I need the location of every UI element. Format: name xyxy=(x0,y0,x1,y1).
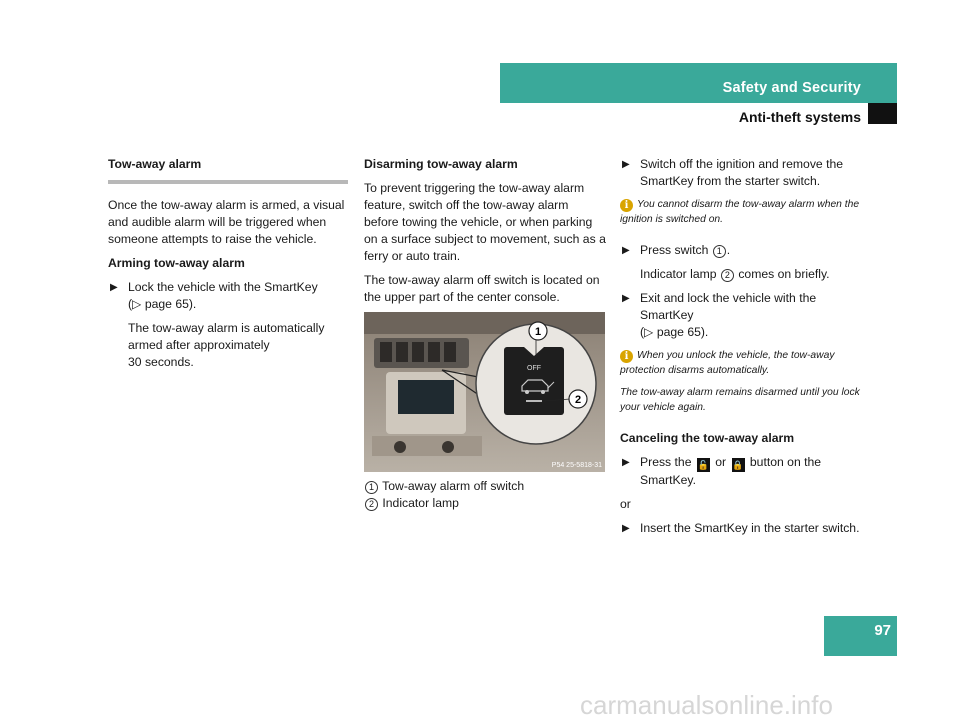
info-note-2 xyxy=(620,348,864,378)
heading-disarming: Disarming tow-away alarm xyxy=(364,157,518,171)
callout-2: 2 xyxy=(574,394,582,406)
caption-text-2: Indicator lamp xyxy=(382,496,459,510)
bullet-exit-lock xyxy=(620,290,864,341)
or-text: or xyxy=(620,497,631,511)
page-ref-link[interactable]: (▷ page 65). xyxy=(128,297,197,311)
bullet-text: Switch off the ignition and remove the SmartKey from the starter switch. xyxy=(640,157,844,188)
subsection-title: Anti-theft systems xyxy=(738,109,861,125)
column-1 xyxy=(108,156,348,378)
bullet-triangle-icon: ▶ xyxy=(622,523,630,534)
info-icon: i xyxy=(620,199,633,212)
result-line-2: 30 seconds. xyxy=(128,355,194,369)
result-text: Indicator lamp xyxy=(640,267,717,281)
bullet-text: Press the xyxy=(640,455,692,469)
caption-num-1: 1 xyxy=(365,481,378,494)
header-marker xyxy=(868,103,897,124)
switch-location: The tow-away alarm off switch is located on the upper part of the center console. xyxy=(364,273,600,304)
bullet-press-button xyxy=(620,454,864,489)
bullet-text: Exit and lock the vehicle with the SmartKey xyxy=(640,291,817,322)
result-text xyxy=(108,320,348,371)
bullet-text: Press switch xyxy=(640,243,709,257)
column-3 xyxy=(620,156,864,544)
result-text-end: comes on briefly. xyxy=(738,267,830,281)
page-number-box xyxy=(824,616,897,656)
bullet-triangle-icon: ▶ xyxy=(622,457,630,468)
bullet-ignition-off xyxy=(620,156,864,190)
bullet-triangle-icon: ▶ xyxy=(622,293,630,304)
bullet-text: Insert the SmartKey in the starter switch. xyxy=(640,521,860,535)
lock-key-icon: 🔒 xyxy=(732,460,744,470)
info-note-text: You cannot disarm the tow-away alarm when the ignition is switched on. xyxy=(620,199,860,225)
bullet-text-end: button on the SmartKey. xyxy=(640,455,822,487)
note-text-3: The tow-away alarm remains disarmed until you lock your vehicle again. xyxy=(620,387,860,413)
result-indicator xyxy=(620,266,864,283)
caption-text-1: Tow-away alarm off switch xyxy=(382,479,525,493)
heading-arming: Arming tow-away alarm xyxy=(108,256,245,270)
heading-tow-away-alarm: Tow-away alarm xyxy=(108,157,202,171)
bullet-triangle-icon: ▶ xyxy=(622,159,630,170)
disarm-intro: To prevent triggering the tow-away alarm feature, switch off the tow-away alarm before towing the vehicle, or when parking on a surface subject to movement, such as a ferry or auto train. xyxy=(364,181,606,263)
figure-caption xyxy=(364,478,524,512)
column-2 xyxy=(364,156,606,313)
caption-num-2: 2 xyxy=(365,498,378,511)
page-number: 97 xyxy=(874,622,891,639)
caption-item-1 xyxy=(364,478,524,495)
bullet-text-end: . xyxy=(726,243,731,257)
heading-rule xyxy=(108,180,348,184)
page-ref-link[interactable]: (▷ page 65). xyxy=(640,325,709,339)
section-title: Safety and Security xyxy=(722,80,861,96)
switch-off-label: OFF xyxy=(527,365,541,372)
bullet-or: or xyxy=(715,455,727,469)
caption-item-2 xyxy=(364,495,524,512)
bullet-triangle-icon: ▶ xyxy=(622,245,630,256)
heading-canceling: Canceling the tow-away alarm xyxy=(620,431,795,445)
ref-num-1: 1 xyxy=(713,245,726,258)
watermark: carmanualsonline.info xyxy=(580,690,833,720)
info-note-1 xyxy=(620,197,864,227)
center-console-photo xyxy=(364,312,605,472)
info-note-text: When you unlock the vehicle, the tow-away protection disarms automatically. xyxy=(620,350,835,376)
bullet-press-switch xyxy=(620,242,864,259)
result-line: The tow-away alarm is automatically armed after approximately xyxy=(128,321,325,352)
unlock-key-icon: 🔓 xyxy=(697,460,709,470)
callout-1: 1 xyxy=(534,326,542,338)
bullet-triangle-icon: ▶ xyxy=(110,282,118,293)
intro-text: Once the tow-away alarm is armed, a visual and audible alarm will be triggered when someone attempts to raise the vehicle. xyxy=(108,198,345,246)
bullet-lock-vehicle xyxy=(108,279,348,313)
figure-code: P54 25-5818-31 xyxy=(551,462,602,469)
ref-num-2: 2 xyxy=(721,269,734,282)
bullet-text: Lock the vehicle with the SmartKey xyxy=(128,280,318,294)
info-icon: i xyxy=(620,350,633,363)
bullet-insert-key xyxy=(620,520,864,537)
